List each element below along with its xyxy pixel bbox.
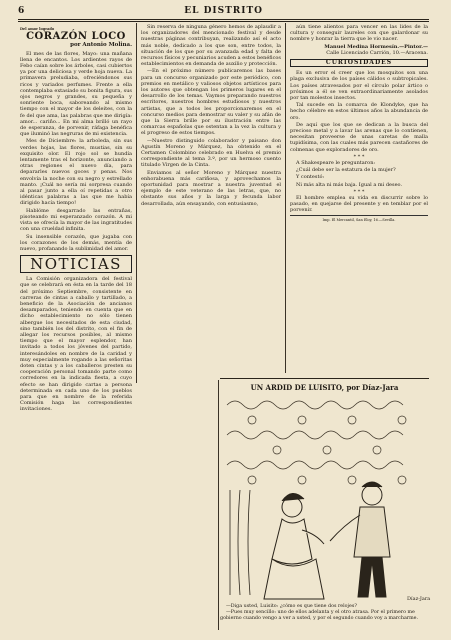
column-divider-2: [285, 23, 286, 373]
newspaper-title: EL DISTRITO: [184, 6, 264, 16]
section-stars: * * *: [353, 153, 365, 160]
curiosity-paragraph: Tal sucede en la comarca de Klondyke, que ha hecho célebre en estos últimos años la abundancia de oro.: [290, 102, 428, 121]
shakespeare-line: Y contestó:: [296, 174, 325, 181]
news-signature: Manuel Medina Hormesín.—Pintor.—: [324, 43, 428, 50]
news-paragraph: —En el próximo número publicaremos las bases para un concurso organizado por este periódico, con premios en metálico y valiosos objetos artísticos para los autores que obtengan los primeros lugares en el desarrollo de los temas. Vaymos preparando nuestros escritores, nuestros hombres estudiosos y nuestros artistas, que a todos les proporcionaremos en el concurso medios para demostrar su valer y su afán de que la Sierra brille por su ilustración entre las comarcas españolas que ostentan a la vez la cultura y el progreso de estos tiempos.: [141, 68, 281, 137]
section-stars: * * *: [353, 188, 365, 195]
shakespeare-line: Ni más alta ni más baja. Igual a mi deseo.: [296, 181, 403, 188]
cartoon-title: UN ARDID DE LUISITO, por Díaz-Jara: [250, 383, 399, 392]
shakespeare-line: ¿Cuál debe ser la estatura de la mujer?: [296, 167, 396, 174]
curiosities-title: CURIOSIDADES: [290, 59, 428, 67]
caption-line: —Pues muy sencillo: uno de ellos adelanta y el otro atrasa. Por el primero me gobierno cuando vengo a ver a usted, y por el segundo cuando voy a marcharme.: [220, 610, 419, 621]
cartoon-top-rule: [220, 378, 429, 379]
article-paragraph: Hablóme desgarrado las entrañas, pisoteando mi esperanzado corazón. A mi vista se ofrecía la mayor de las ingratitudes con una crueldad infinita.: [20, 207, 132, 233]
news-section-title: NOTICIAS: [20, 255, 132, 273]
cartoon-caption: [220, 604, 429, 622]
cartoon-illustration: [222, 395, 431, 603]
shakespeare-line: A Shakespeare le preguntaron:: [296, 160, 376, 167]
news-signature-address: Calle Licenciado Carrión, 10.—Aracena.: [326, 49, 428, 56]
header-rule-2: [18, 21, 429, 22]
printer-imprint: Imp. El Mercantil, San Eloy, 16.—Sevilla.: [290, 215, 428, 223]
column-2: [141, 24, 281, 376]
section-label: Del amor logrado: [20, 27, 55, 31]
page-number: 6: [18, 6, 25, 16]
column-3: [290, 24, 428, 374]
header-rule: [18, 19, 429, 20]
curiosity-paragraph: De aquí que los que se dedican a la busca del precioso metal y a lavar las arenas que lo contienen, necesitan proveerse de unas caretas de malla tupidísima, con las cuales más parecen castañores de colmenas que exploradores de oro.: [290, 121, 428, 153]
article-author: por Antonio Molina.: [70, 42, 132, 49]
column-1: [20, 24, 132, 630]
news-paragraph: Sin reserva de ninguna género hemos de aplaudir a los organizadores del mencionado festival y desde nuestras páginas contribuyan, realizando así el acto más noble, dedicado a los que son, entre todos, la situación de los que por su avanzada edad y falta de recursos físicos y pecuniarios acuden a estos benéficos establecimientos en demanda de auxilio y protección.: [141, 24, 281, 68]
article-paragraph: Mes de Diciembre: la arboleda, sin sus verdes hojas, las flores, mustias, sin su exquisito olor. El rojo sol se hundía lentamente tras el horizonte, anunciando a otras regiones el nuevo día, para depararles nuevos goces y penas. Nos envolvía la noche con su negro y estrellado manto. ¡Cuál no sería mi sorpresa cuando al pasar junto a ella oí repetidas a otro idénticas palabras a las que me había dirigido hacía tiempo!: [20, 138, 132, 207]
cartoon-signature: Díaz-Jara: [407, 596, 431, 602]
news-paragraph: aún tiene alientos para vencer en las lides de la cultura y conseguir laureles con que galardonar su nombre y honrar la tierra que le vio nacer.: [290, 24, 428, 43]
news-paragraph: Enviamos al señor Moreno y Márquez nuestra enhorabuena más cariñosa, y aprovechamos la oportunidad para mostrar a nuestra juventud el ejemplo de este veterano de las letras, que, no obstante sus años y la larga y fecunda labor desarrollada, aún ensayando, con entusiasmo,: [141, 169, 281, 207]
column-divider-1: [136, 23, 137, 383]
caption-line: —Diga usted, Luisito: ¿cómo es que tiene dos relojes?: [226, 604, 357, 609]
article-paragraph: Su insensible corazón, que jugaba con los corazones de los demás, mentía de nuevo, profanando la sublimidad del amor.: [20, 233, 132, 252]
page-header: [18, 5, 429, 17]
article-title: CORAZÓN LOCO: [26, 31, 126, 43]
news-paragraph: —Nuestro distinguido colaborador y paisano don Agustín Moreno y Márquez, ha obtenido en el Certamen Colombino celebrado en Huelva el premio correspondiente al tema 3.º, por un hermoso cuento titulado Virgen de la Cinta.: [141, 137, 281, 169]
column-divider-3: [218, 380, 219, 630]
curiosity-paragraph: Es un error el creer que los mosquitos son una plaga exclusiva de los países cálidos o subtropicales. Los países atravesados por el círculo polar ártico o próximos a él se ven extraordinariamente asolados por tan molestos insectos.: [290, 70, 428, 102]
article-paragraph: El mes de las flores, Mayo: una mañana llena de encantos. Los ardientes rayos de Febo caían sobre los árboles, casi cubiertos ya por una deliciosa y verde hoja nueva. La primavera preludiaba, ofreciéndonos sus ricos y variados perfumes. Frente a ella contemplaba extasiado su bonita figura, sus ojos negros y grandes, su pequeña y sonriente boca, saboreando al mismo tiempo con el mayor de los deleites, con la fe del que ama, las palabras que me dirigía: amor... cariño... En mi alma brilló un rayo de esperanza, de porvenir, ráfaga benéfica que iluminó las negruras de mi existencia.: [20, 50, 132, 138]
closing-paragraph: El hombre emplea su vida en discurrir sobre lo pasado, en quejarse del presente y en temblar por el porvenir.: [290, 195, 428, 214]
news-paragraph: La Comisión organizadora del festival que se celebrará en ésta en la tarde del 18 del próximo Septiembre, consistente en carreras de cintas a caballo y tartillado, a beneficio de la Asociación de ancianos desamparados, teniendo en cuenta que en dicho establecimiento no sólo tienen albergue los necesitados de esta ciudad, sino también los del distrito, con el fin de allegar los recursos posibles, al mismo tiempo que el mayor esplendor, han invitado a todos los jóvenes del partido, interesándoles en nombre de la caridad y muy especialmente rogando a las señoritas doten cintas y a los caballeros presten su cooperación personal tomando parte como corredores en la indicada fiesta, a cuyo efecto se han dirigido cartas a persona determinada en cada uno de los pueblos para que en nombre de la referida Comisión haga las correspondientes invitaciones.: [20, 276, 132, 413]
